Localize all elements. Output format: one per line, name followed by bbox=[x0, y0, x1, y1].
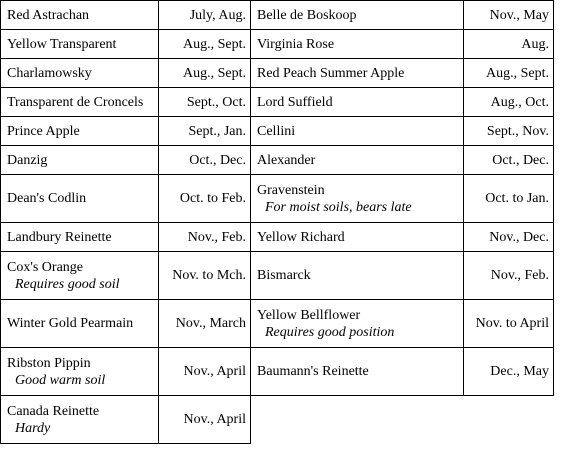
variety-cell bbox=[251, 300, 464, 348]
table-row bbox=[1, 59, 554, 88]
variety-name: Gravenstein bbox=[257, 182, 325, 198]
variety-name: Red Peach Summer Apple bbox=[257, 65, 405, 81]
variety-cell bbox=[1, 175, 159, 223]
variety-note: Good warm soil bbox=[15, 372, 106, 388]
variety-name: Bismarck bbox=[257, 268, 311, 283]
season-cell: Oct., Dec. bbox=[159, 146, 251, 175]
season-cell: Aug. bbox=[464, 30, 554, 59]
season-cell: Nov., April bbox=[159, 396, 251, 444]
variety-name: Belle de Boskoop bbox=[257, 7, 357, 23]
variety-cell bbox=[1, 396, 159, 444]
table-row bbox=[1, 175, 554, 223]
variety-note: Requires good position bbox=[265, 324, 395, 340]
variety-note: Requires good soil bbox=[15, 276, 120, 292]
variety-cell bbox=[251, 175, 464, 223]
season-cell: Aug., Sept. bbox=[159, 30, 251, 59]
variety-cell bbox=[1, 348, 159, 396]
season-cell: Nov., Feb. bbox=[464, 252, 554, 300]
variety-name: Baumann's Reinette bbox=[257, 364, 369, 379]
table-row bbox=[1, 30, 554, 59]
season-cell: Nov. to Mch. bbox=[159, 252, 251, 300]
variety-name: Prince Apple bbox=[7, 123, 80, 139]
variety-cell bbox=[1, 88, 159, 117]
variety-name: Yellow Bellflower bbox=[257, 307, 361, 323]
variety-cell bbox=[251, 88, 464, 117]
season-cell: Nov., Dec. bbox=[464, 223, 554, 252]
table-body bbox=[1, 1, 554, 444]
season-cell: Sept., Nov. bbox=[464, 117, 554, 146]
table-row bbox=[1, 88, 554, 117]
variety-name: Yellow Transparent bbox=[7, 36, 117, 52]
season-cell: Nov., April bbox=[159, 348, 251, 396]
variety-note: For moist soils, bears late bbox=[265, 199, 412, 215]
variety-name: Lord Suffield bbox=[257, 94, 333, 110]
variety-name: Cox's Orange bbox=[7, 259, 84, 275]
variety-cell bbox=[251, 1, 464, 30]
variety-name: Landbury Reinette bbox=[7, 229, 112, 245]
season-cell: July, Aug. bbox=[159, 1, 251, 30]
table-row bbox=[1, 117, 554, 146]
variety-cell bbox=[251, 252, 464, 300]
variety-name: Alexander bbox=[257, 152, 316, 168]
variety-cell bbox=[251, 223, 464, 252]
table-row bbox=[1, 146, 554, 175]
variety-note: Hardy bbox=[15, 420, 51, 436]
season-cell: Aug., Sept. bbox=[464, 59, 554, 88]
variety-name: Virginia Rose bbox=[257, 36, 335, 52]
variety-name: Canada Reinette bbox=[7, 403, 100, 419]
variety-cell bbox=[1, 117, 159, 146]
empty-cell bbox=[251, 396, 554, 444]
table-row bbox=[1, 252, 554, 300]
variety-cell bbox=[1, 146, 159, 175]
season-cell: Oct. to Feb. bbox=[159, 175, 251, 223]
season-cell: Oct., Dec. bbox=[464, 146, 554, 175]
table-row bbox=[1, 1, 554, 30]
variety-name: Dean's Codlin bbox=[7, 191, 87, 206]
variety-cell bbox=[1, 223, 159, 252]
variety-cell bbox=[251, 146, 464, 175]
season-cell: Nov., Feb. bbox=[159, 223, 251, 252]
table-row bbox=[1, 300, 554, 348]
variety-cell bbox=[251, 59, 464, 88]
season-cell: Nov., March bbox=[159, 300, 251, 348]
variety-cell bbox=[1, 300, 159, 348]
variety-name: Ribston Pippin bbox=[7, 355, 91, 371]
variety-cell bbox=[251, 30, 464, 59]
variety-cell bbox=[1, 30, 159, 59]
season-cell: Aug., Sept. bbox=[159, 59, 251, 88]
variety-cell bbox=[251, 348, 464, 396]
season-cell: Dec., May bbox=[464, 348, 554, 396]
table-row bbox=[1, 223, 554, 252]
variety-name: Transparent de Croncels bbox=[7, 94, 144, 110]
variety-name: Danzig bbox=[7, 152, 48, 168]
table-row bbox=[1, 396, 554, 444]
variety-name: Red Astrachan bbox=[7, 7, 90, 23]
variety-cell bbox=[251, 117, 464, 146]
season-cell: Sept., Jan. bbox=[159, 117, 251, 146]
season-cell: Nov. to April bbox=[464, 300, 554, 348]
variety-cell bbox=[1, 59, 159, 88]
variety-name: Charlamowsky bbox=[7, 65, 92, 81]
variety-cell bbox=[1, 252, 159, 300]
table-row bbox=[1, 348, 554, 396]
season-cell: Aug., Oct. bbox=[464, 88, 554, 117]
variety-cell bbox=[1, 1, 159, 30]
season-cell: Nov., May bbox=[464, 1, 554, 30]
season-cell: Oct. to Jan. bbox=[464, 175, 554, 223]
variety-name: Winter Gold Pearmain bbox=[7, 316, 134, 331]
season-cell: Sept., Oct. bbox=[159, 88, 251, 117]
variety-name: Cellini bbox=[257, 123, 296, 139]
variety-name: Yellow Richard bbox=[257, 229, 345, 245]
